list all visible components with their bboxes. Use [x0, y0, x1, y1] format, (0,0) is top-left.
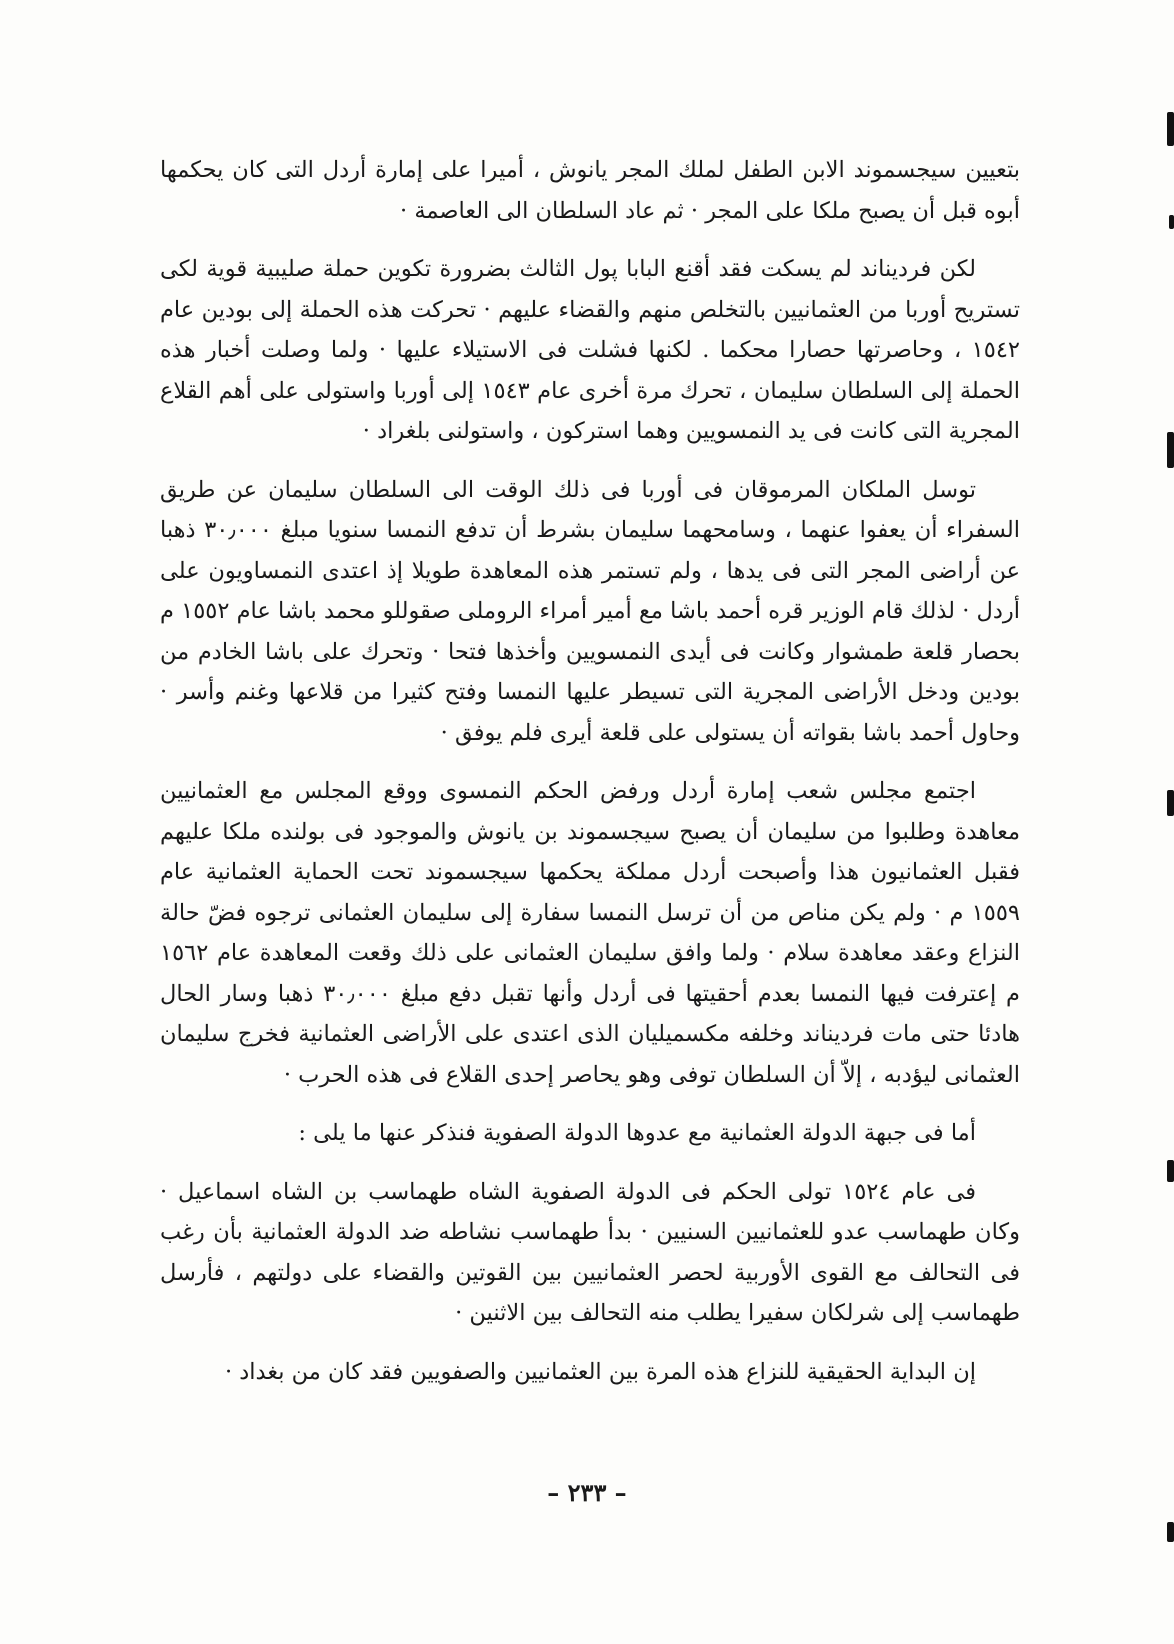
scan-edge-mark: [1169, 215, 1174, 229]
paragraph: توسل الملكان المرموقان فى أوربا فى ذلك الوقت الى السلطان سليمان عن طريق السفراء أن يعفوا عنهما ، وسامحهما سليمان بشرط أن تدفع النمسا سنويا مبلغ ٣٠٫٠٠٠ ذهبا عن أراضى المجر التى فى يدها ، ولم تستمر هذه المعاهدة طويلا إذ اعتدى النمساويون على أردل · لذلك قام الوزير قره أحمد باشا مع أمير أمراء الروملى صقوللو محمد باشا عام ١٥٥٢ م بحصار قلعة طمشوار وكانت فى أيدى النمسويين وأخذها فتحا · وتحرك على باشا الخادم من بودين ودخل الأراضى المجرية التى تسيطر عليها النمسا وفتح كثيرا من قلاعها وغنم وأسر · وحاول أحمد باشا بقواته أن يستولى على قلعة أيرى فلم يوفق ·: [160, 476, 1020, 746]
paragraph: اجتمع مجلس شعب إمارة أردل ورفض الحكم النمسوى ووقع المجلس مع العثمانيين معاهدة وطلبوا من سليمان أن يصبح سيجسموند بن يانوش والموجود فى بولنده ملكا عليهم فقبل العثمانيون هذا وأصبحت أردل مملكة يحكمها سيجسموند تحت الحماية العثمانية عام ١٥٥٩ م · ولم يكن مناص من أن ترسل النمسا سفارة إلى سليمان العثمانى ترجوه فضّ حالة النزاع وعقد معاهدة سلام · ولما وافق سليمان العثمانى على ذلك وقعت المعاهدة عام ١٥٦٢ م إعترفت فيها النمسا بعدم أحقيتها فى أردل وأنها تقبل دفع مبلغ ٣٠٫٠٠٠ ذهبا وسار الحال هادئا حتى مات فرديناند وخلفه مكسميليان الذى اعتدى على الأراضى العثمانية فخرج سليمان العثمانى ليؤدبه ، إلاّ أن السلطان توفى وهو يحاصر إحدى القلاع فى هذه الحرب ·: [160, 778, 1020, 1088]
paragraph: فى عام ١٥٢٤ تولى الحكم فى الدولة الصفوية الشاه طهماسب بن الشاه اسماعيل · وكان طهماسب عدو للعثمانيين السنيين · بدأ طهماسب نشاطه ضد الدولة العثمانية بأن رغب فى التحالف مع القوى الأوربية لحصر العثمانيين بين القوتين والقضاء على دولتهم ، فأرسل طهماسب إلى شرلكان سفيرا يطلب منه التحالف بين الاثنين ·: [160, 1178, 1020, 1326]
scan-edge-mark: [1167, 432, 1174, 468]
body-text: [160, 150, 1020, 1410]
scan-edge-mark: [1167, 1522, 1174, 1542]
paragraph: إن البداية الحقيقية للنزاع هذه المرة بين العثمانيين والصفويين فقد كان من بغداد ·: [224, 1358, 976, 1385]
scan-edge-mark: [1167, 790, 1174, 816]
paragraph: بتعيين سيجسموند الابن الطفل لملك المجر يانوش ، أميرا على إمارة أردل التى كان يحكمها أبوه قبل أن يصبح ملكا على المجر · ثم عاد السلطان الى العاصمة ·: [160, 157, 1020, 224]
page-number: – ٢٣٣ –: [547, 1478, 627, 1507]
scan-edge-mark: [1167, 112, 1174, 146]
paragraph: أما فى جبهة الدولة العثمانية مع عدوها الدولة الصفوية فنذكر عنها ما يلى :: [298, 1120, 976, 1146]
paragraph: لكن فرديناند لم يسكت فقد أقنع البابا پول الثالث بضرورة تكوين حملة صليبية قوية لكى تستريح أوربا من العثمانيين بالتخلص منهم والقضاء عليهم · تحركت هذه الحملة إلى بودين عام ١٥٤٢ ، وحاصرتها حصارا محكما . لكنها فشلت فى الاستيلاء عليها · ولما وصلت أخبار هذه الحملة إلى السلطان سليمان ، تحرك مرة أخرى عام ١٥٤٣ إلى أوربا واستولى على أهم القلاع المجرية التى كانت فى يد النمسويين وهما استركون ، واستولنى بلغراد ·: [160, 256, 1020, 444]
scan-edge-mark: [1167, 1160, 1174, 1182]
